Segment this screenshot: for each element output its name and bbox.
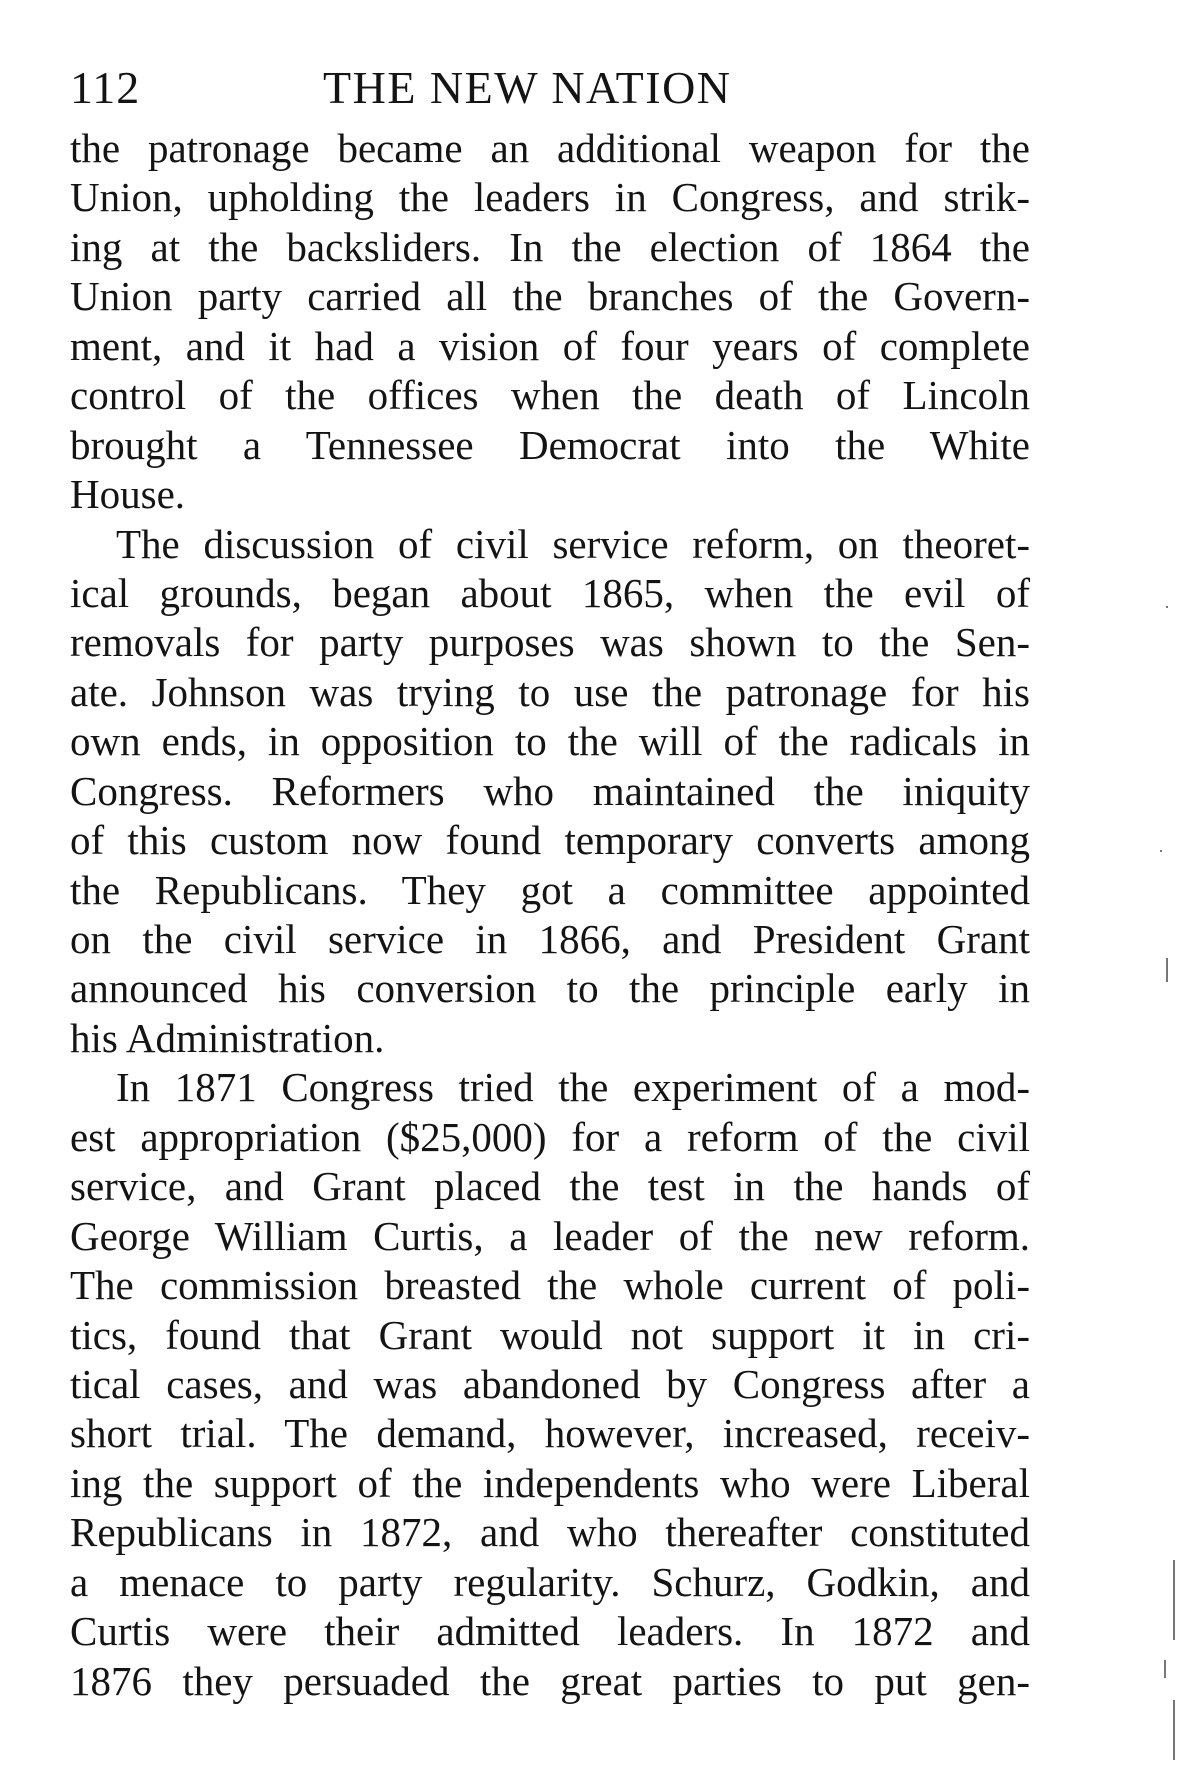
scan-speck (1160, 850, 1162, 852)
text-line: of this custom now found temporary converts among (70, 817, 1030, 864)
scan-speck (1166, 958, 1168, 982)
text-line: est appropriation ($25,000) for a reform of the civil (70, 1113, 1030, 1160)
text-line: removals for party purposes was shown to the Sen- (70, 619, 1030, 666)
scan-speck (1164, 1660, 1166, 1678)
scan-speck (1173, 1560, 1175, 1640)
running-title: THE NEW NATION (323, 62, 732, 113)
text-line: ing the support of the independents who were Liberal (70, 1459, 1030, 1506)
text-line: ical grounds, began about 1865, when the evil of (70, 569, 1030, 616)
text-line: tics, found that Grant would not support it in cri- (70, 1311, 1030, 1358)
text-line: ment, and it had a vision of four years of complete (70, 322, 1030, 369)
text-line: ing at the backsliders. In the election of 1864 the (70, 223, 1030, 270)
text-line: House. (70, 471, 186, 518)
page-number: 112 (70, 62, 141, 113)
paragraph-start-line: The discussion of civil service reform, on theoret- (116, 520, 1030, 567)
text-line: tical cases, and was abandoned by Congress after a (70, 1360, 1030, 1407)
text-line: control of the offices when the death of Lincoln (70, 372, 1030, 419)
text-line: Union, upholding the leaders in Congress, and strik- (70, 174, 1030, 221)
text-line: a menace to party regularity. Schurz, Godkin, and (70, 1558, 1030, 1605)
scan-speck (1166, 606, 1168, 608)
text-line: 1876 they persuaded the great parties to put gen- (70, 1657, 1030, 1704)
text-line: service, and Grant placed the test in the hands of (70, 1163, 1030, 1210)
body-text (70, 124, 1030, 1706)
text-line: Union party carried all the branches of the Govern- (70, 273, 1030, 320)
text-line: brought a Tennessee Democrat into the White (70, 421, 1030, 468)
text-line: ate. Johnson was trying to use the patronage for his (70, 668, 1030, 715)
text-line: own ends, in opposition to the will of the radicals in (70, 718, 1030, 765)
text-line: announced his conversion to the principle early in (70, 965, 1030, 1012)
text-line: George William Curtis, a leader of the new reform. (70, 1212, 1030, 1259)
text-line: The commission breasted the whole current of poli- (70, 1262, 1030, 1309)
text-line: the patronage became an additional weapon for the (70, 125, 1030, 171)
text-line: Curtis were their admitted leaders. In 1872 and (70, 1608, 1030, 1655)
text-line: the Republicans. They got a committee appointed (70, 866, 1030, 913)
scan-speck (1173, 1700, 1175, 1760)
text-line: Congress. Reformers who maintained the iniquity (70, 767, 1030, 814)
running-head (70, 58, 1030, 118)
text-line: on the civil service in 1866, and President Grant (70, 916, 1030, 962)
text-line: short trial. The demand, however, increased, receiv- (70, 1410, 1030, 1457)
paragraph-start-line: In 1871 Congress tried the experiment of a mod- (116, 1064, 1030, 1111)
text-line: his Administration. (70, 1014, 385, 1061)
text-line: Republicans in 1872, and who thereafter constituted (70, 1509, 1030, 1556)
